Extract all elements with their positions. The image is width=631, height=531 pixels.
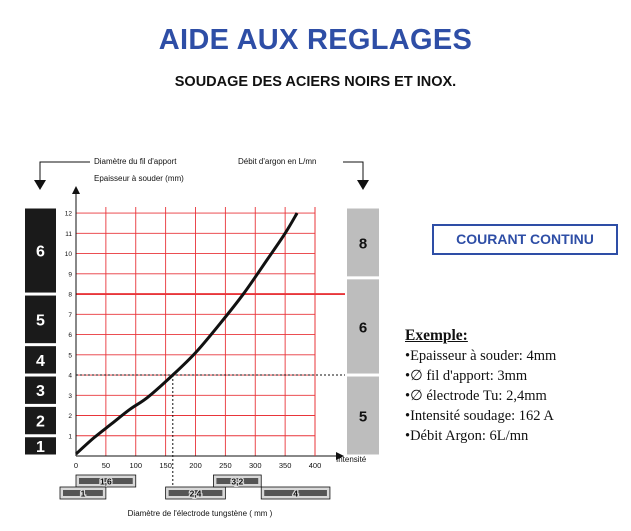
filler-diameter-value: 3	[36, 383, 45, 401]
right-bracket	[343, 162, 363, 182]
current-type-badge: COURANT CONTINU	[432, 224, 618, 255]
filler-diameter-value: 1	[36, 438, 45, 456]
left-bracket-arrow	[34, 180, 46, 190]
electrode-diameter-scale	[60, 475, 330, 499]
argon-flow-label: Débit d'argon en L/mn	[238, 157, 317, 166]
electrode-diameter-value: 4	[293, 488, 298, 499]
x-tick-label: 200	[189, 461, 202, 470]
example-filler-diameter: •∅ fil d'apport: 3mm	[405, 368, 528, 384]
example-intensity: •Intensité soudage: 162 A	[405, 408, 554, 424]
example-argon-flow: •Débit Argon: 6L/mn	[405, 428, 529, 444]
y-tick-label: 7	[68, 311, 72, 319]
x-tick-label: 350	[278, 461, 292, 470]
right-bracket-arrow	[357, 180, 369, 190]
y-tick-label: 3	[68, 392, 72, 400]
argon-flow-scale	[347, 209, 379, 455]
x-tick-label: 0	[73, 461, 79, 470]
y-tick-label: 4	[68, 372, 72, 380]
example-panel	[405, 326, 630, 446]
electrode-diameter-value: 1,6	[99, 476, 112, 487]
filler-diameter-value: 6	[36, 243, 45, 261]
settings-curve	[76, 213, 297, 454]
example-electrode-diameter: •∅ électrode Tu: 2,4mm	[405, 388, 547, 404]
electrode-diameter-value: 2,4	[189, 488, 202, 499]
argon-flow-value: 6	[358, 319, 368, 337]
electrode-diameter-value: 3,2	[231, 476, 244, 487]
x-tick-label: 150	[159, 461, 172, 470]
thickness-axis-label: Epaisseur à souder (mm)	[94, 174, 184, 183]
intensity-axis-label: Intensité	[336, 455, 367, 464]
y-tick-label: 12	[64, 210, 72, 218]
filler-diameter-scale	[25, 209, 56, 456]
filler-diameter-label: Diamètre du fil d'apport	[94, 157, 177, 166]
example-thickness: •Epaisseur à souder: 4mm	[405, 348, 557, 364]
electrode-diameter-value: 1	[80, 488, 86, 499]
y-tick-label: 1	[68, 433, 72, 441]
chart-frame	[72, 186, 344, 460]
y-tick-label: 6	[68, 332, 72, 340]
filler-diameter-value: 4	[36, 352, 45, 370]
filler-diameter-value: 5	[36, 312, 45, 330]
filler-diameter-value: 2	[36, 413, 45, 431]
x-tick-label: 400	[308, 461, 322, 470]
example-title: Exemple:	[405, 327, 468, 344]
x-tick-label: 300	[248, 461, 262, 470]
argon-flow-value: 5	[358, 408, 368, 426]
page-title: AIDE AUX REGLAGES	[158, 24, 473, 56]
y-tick-label: 10	[64, 251, 72, 259]
y-tick-label: 9	[68, 271, 72, 279]
y-tick-label: 2	[68, 413, 72, 421]
x-tick-label: 50	[101, 461, 111, 470]
y-tick-label: 5	[68, 352, 72, 360]
page-subtitle: SOUDAGE DES ACIERS NOIRS ET INOX.	[174, 74, 457, 90]
argon-flow-value: 8	[358, 235, 368, 253]
y-tick-label: 8	[68, 291, 72, 299]
x-tick-label: 250	[219, 461, 232, 470]
x-tick-label: 100	[129, 461, 143, 470]
y-axis-arrow	[72, 186, 80, 194]
left-bracket	[40, 162, 90, 182]
settings-curve-layer	[73, 213, 345, 487]
y-tick-label: 11	[65, 230, 72, 238]
electrode-diameter-label: Diamètre de l'électrode tungstène ( mm )	[127, 509, 273, 518]
